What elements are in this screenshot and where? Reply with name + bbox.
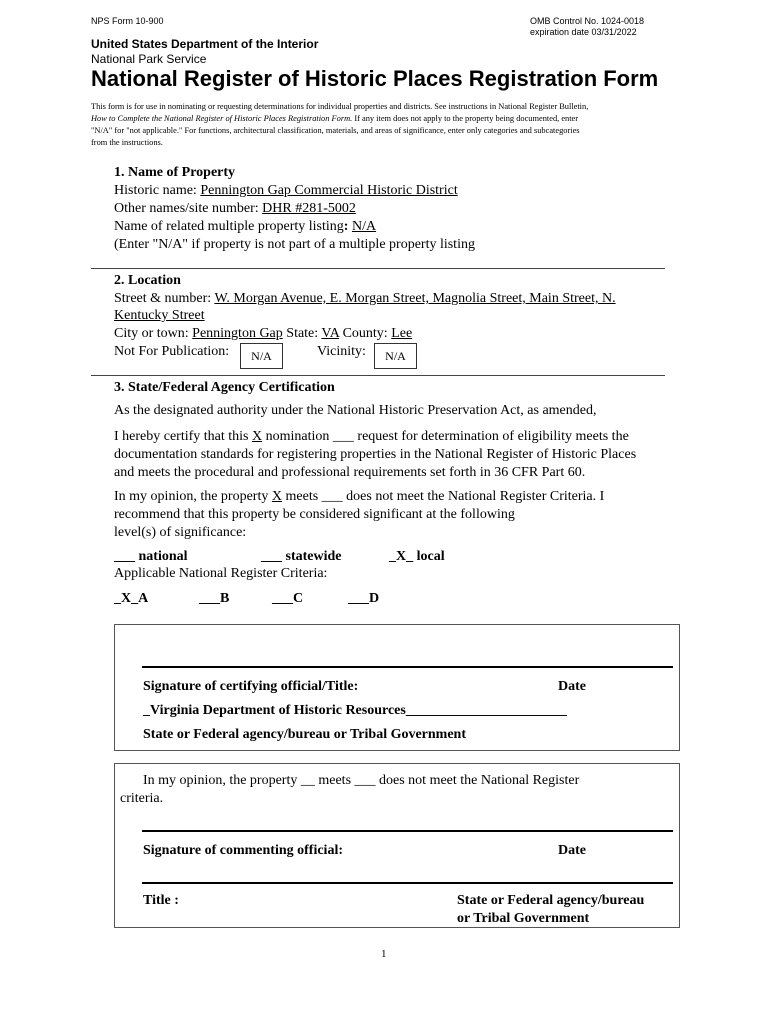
other-names-value: DHR #281-5002 <box>262 201 356 216</box>
commenting-signature-label: Signature of commenting official: <box>143 843 343 858</box>
certifying-signature-line[interactable] <box>142 666 673 668</box>
commenting-signature-line[interactable] <box>142 830 673 832</box>
other-names-row <box>114 201 356 217</box>
intro-bulletin-title: How to Complete the National Register of Historic Places Registration Form. <box>91 114 353 123</box>
historic-name-label: Historic name: <box>114 183 201 198</box>
intro-line-2 <box>91 114 578 123</box>
commenting-title-label: Title : <box>143 893 179 908</box>
authority-statement: As the designated authority under the National Historic Preservation Act, as amended, <box>114 403 597 418</box>
criterion-a[interactable]: _X_A <box>114 591 149 606</box>
commenting-agency-line-1: State or Federal agency/bureau <box>457 893 645 908</box>
historic-name-value: Pennington Gap Commercial Historic District <box>200 183 458 198</box>
certify-line-2: documentation standards for registering properties in the National Register of Historic Places <box>114 447 637 462</box>
street-row <box>114 291 616 307</box>
certify-text-b: nomination ___ request for determination of eligibility meets the <box>262 429 629 444</box>
criterion-c[interactable]: ___C <box>272 591 304 606</box>
intro-line-3: "N/A" for "not applicable." For functions, architectural classification, materials, and areas of significance, enter only categories and subcategories <box>91 126 580 135</box>
county-label: County: <box>339 326 392 341</box>
county-value: Lee <box>391 326 413 341</box>
divider-1 <box>91 268 665 269</box>
opinion-line-3: level(s) of significance: <box>114 525 247 540</box>
intro-line-2-rest: If any item does not apply to the property being documented, enter <box>352 114 579 123</box>
certifying-date-label: Date <box>558 679 586 694</box>
divider-2 <box>91 375 665 376</box>
comment-opinion-line-1: In my opinion, the property __ meets ___ does not meet the National Register <box>143 773 580 788</box>
certifying-agency-value: _Virginia Department of Historic Resources_______________________ <box>143 703 567 718</box>
expiration-date: expiration date 03/31/2022 <box>530 27 637 37</box>
commenting-date-label: Date <box>558 843 586 858</box>
city-value: Pennington Gap <box>192 326 283 341</box>
related-listing-value: N/A <box>351 219 377 234</box>
state-value: VA <box>321 326 340 341</box>
certifying-signature-label: Signature of certifying official/Title: <box>143 679 359 694</box>
page-number: 1 <box>381 948 387 960</box>
level-local[interactable]: _X_ local <box>389 549 445 564</box>
meets-mark: X <box>271 489 282 504</box>
criterion-b[interactable]: ___B <box>199 591 230 606</box>
section-1-heading: 1. Name of Property <box>114 165 236 180</box>
certify-text-a: I hereby certify that this <box>114 429 253 444</box>
vicinity-label: Vicinity: <box>317 344 366 359</box>
criteria-label: Applicable National Register Criteria: <box>114 566 328 581</box>
city-label: City or town: <box>114 326 193 341</box>
related-listing-row <box>114 219 376 235</box>
commenting-agency-line-2: or Tribal Government <box>457 911 590 926</box>
publication-label: Not For Publication: <box>114 344 230 359</box>
opinion-line-2: recommend that this property be considered significant at the following <box>114 507 515 522</box>
state-label: State: <box>282 326 322 341</box>
other-names-label: Other names/site number: <box>114 201 263 216</box>
historic-name-row <box>114 183 458 199</box>
related-listing-colon: : <box>343 219 352 234</box>
commenting-title-line[interactable] <box>142 882 673 884</box>
street-label: Street & number: <box>114 291 215 306</box>
criterion-d[interactable]: ___D <box>348 591 380 606</box>
certify-line-1 <box>114 429 629 445</box>
service-name: National Park Service <box>91 52 207 66</box>
certify-line-3: and meets the procedural and professional requirements set forth in 36 CFR Part 60. <box>114 465 586 480</box>
omb-control-number: OMB Control No. 1024-0018 <box>530 16 645 26</box>
comment-opinion-line-2: criteria. <box>120 791 164 806</box>
certifying-agency-label: State or Federal agency/bureau or Tribal Government <box>143 727 467 742</box>
related-listing-note: (Enter "N/A" if property is not part of a multiple property listing <box>114 237 475 252</box>
street-value: W. Morgan Avenue, E. Morgan Street, Magnolia Street, Main Street, N. <box>214 291 616 306</box>
opinion-text-a: In my opinion, the property <box>114 489 272 504</box>
vicinity-field[interactable]: N/A <box>374 343 417 369</box>
section-3-heading: 3. State/Federal Agency Certification <box>114 380 335 395</box>
intro-line-1: This form is for use in nominating or requesting determinations for individual properties and districts. See instructions in National Register Bulletin, <box>91 102 589 111</box>
level-statewide[interactable]: ___ statewide <box>261 549 342 564</box>
related-listing-label: Name of related multiple property listing <box>114 219 344 234</box>
form-id: NPS Form 10-900 <box>91 16 164 26</box>
intro-line-4: from the instructions. <box>91 138 163 147</box>
street-value-continued: Kentucky Street <box>114 308 205 323</box>
opinion-text-b: meets ___ does not meet the National Register Criteria. I <box>282 489 605 504</box>
publication-field[interactable]: N/A <box>240 343 283 369</box>
section-2-heading: 2. Location <box>114 273 181 288</box>
level-national[interactable]: ___ national <box>114 549 188 564</box>
opinion-line-1 <box>114 489 604 505</box>
page-title: National Register of Historic Places Registration Form <box>91 66 659 91</box>
city-row <box>114 326 412 342</box>
department-name: United States Department of the Interior <box>91 37 319 51</box>
nomination-mark: X <box>252 429 263 444</box>
